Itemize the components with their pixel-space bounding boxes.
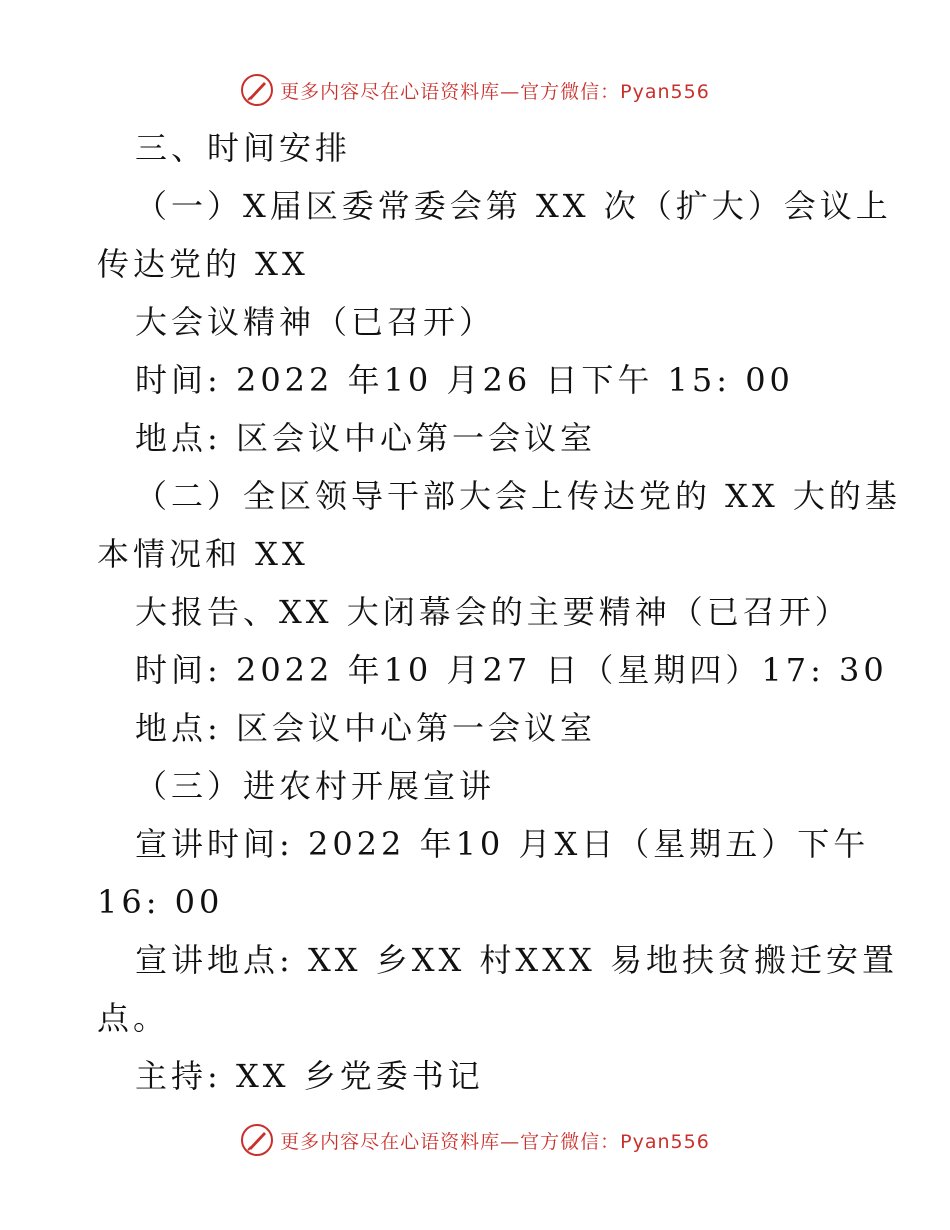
watermark-header bbox=[0, 70, 950, 110]
item-two-title: （二）全区领导干部大会上传达党的 XX 大的基 bbox=[135, 477, 901, 515]
item-three-host: 主持: XX 乡党委书记 bbox=[135, 1057, 484, 1095]
item-two-time: 时间: 2022 年10 月27 日（星期四）17: 30 bbox=[135, 651, 888, 689]
item-three-title: （三）进农村开展宣讲 bbox=[135, 767, 496, 805]
item-two-place: 地点: 区会议中心第一会议室 bbox=[135, 709, 596, 747]
item-one-title: （一）X届区委常委会第 XX 次（扩大）会议上 bbox=[135, 187, 892, 225]
watermark-text: 更多内容尽在心语资料库—官方微信：Pyan556 bbox=[280, 1130, 710, 1153]
item-one-time: 时间: 2022 年10 月26 日下午 15: 00 bbox=[135, 361, 794, 399]
section-heading: 三、时间安排 bbox=[135, 129, 352, 167]
quill-logo-icon bbox=[240, 73, 274, 107]
item-three-time-cont: 16: 00 bbox=[97, 883, 224, 921]
item-two-title-cont: 本情况和 XX bbox=[97, 535, 309, 573]
item-three-place-cont: 点。 bbox=[97, 999, 170, 1037]
item-one-title-cont: 传达党的 XX bbox=[97, 245, 309, 283]
item-one-place: 地点: 区会议中心第一会议室 bbox=[135, 419, 596, 457]
item-three-place: 宣讲地点: XX 乡XX 村XXX 易地扶贫搬迁安置 bbox=[135, 941, 898, 979]
item-three-time: 宣讲时间: 2022 年10 月X日（星期五）下午 bbox=[135, 825, 870, 863]
item-one-title-cont2: 大会议精神（已召开） bbox=[135, 303, 496, 341]
watermark-text: 更多内容尽在心语资料库—官方微信：Pyan556 bbox=[280, 80, 710, 103]
watermark-footer bbox=[0, 1120, 950, 1160]
item-two-title-cont2: 大报告、XX 大闭幕会的主要精神（已召开） bbox=[135, 593, 851, 631]
quill-logo-icon bbox=[240, 1123, 274, 1157]
